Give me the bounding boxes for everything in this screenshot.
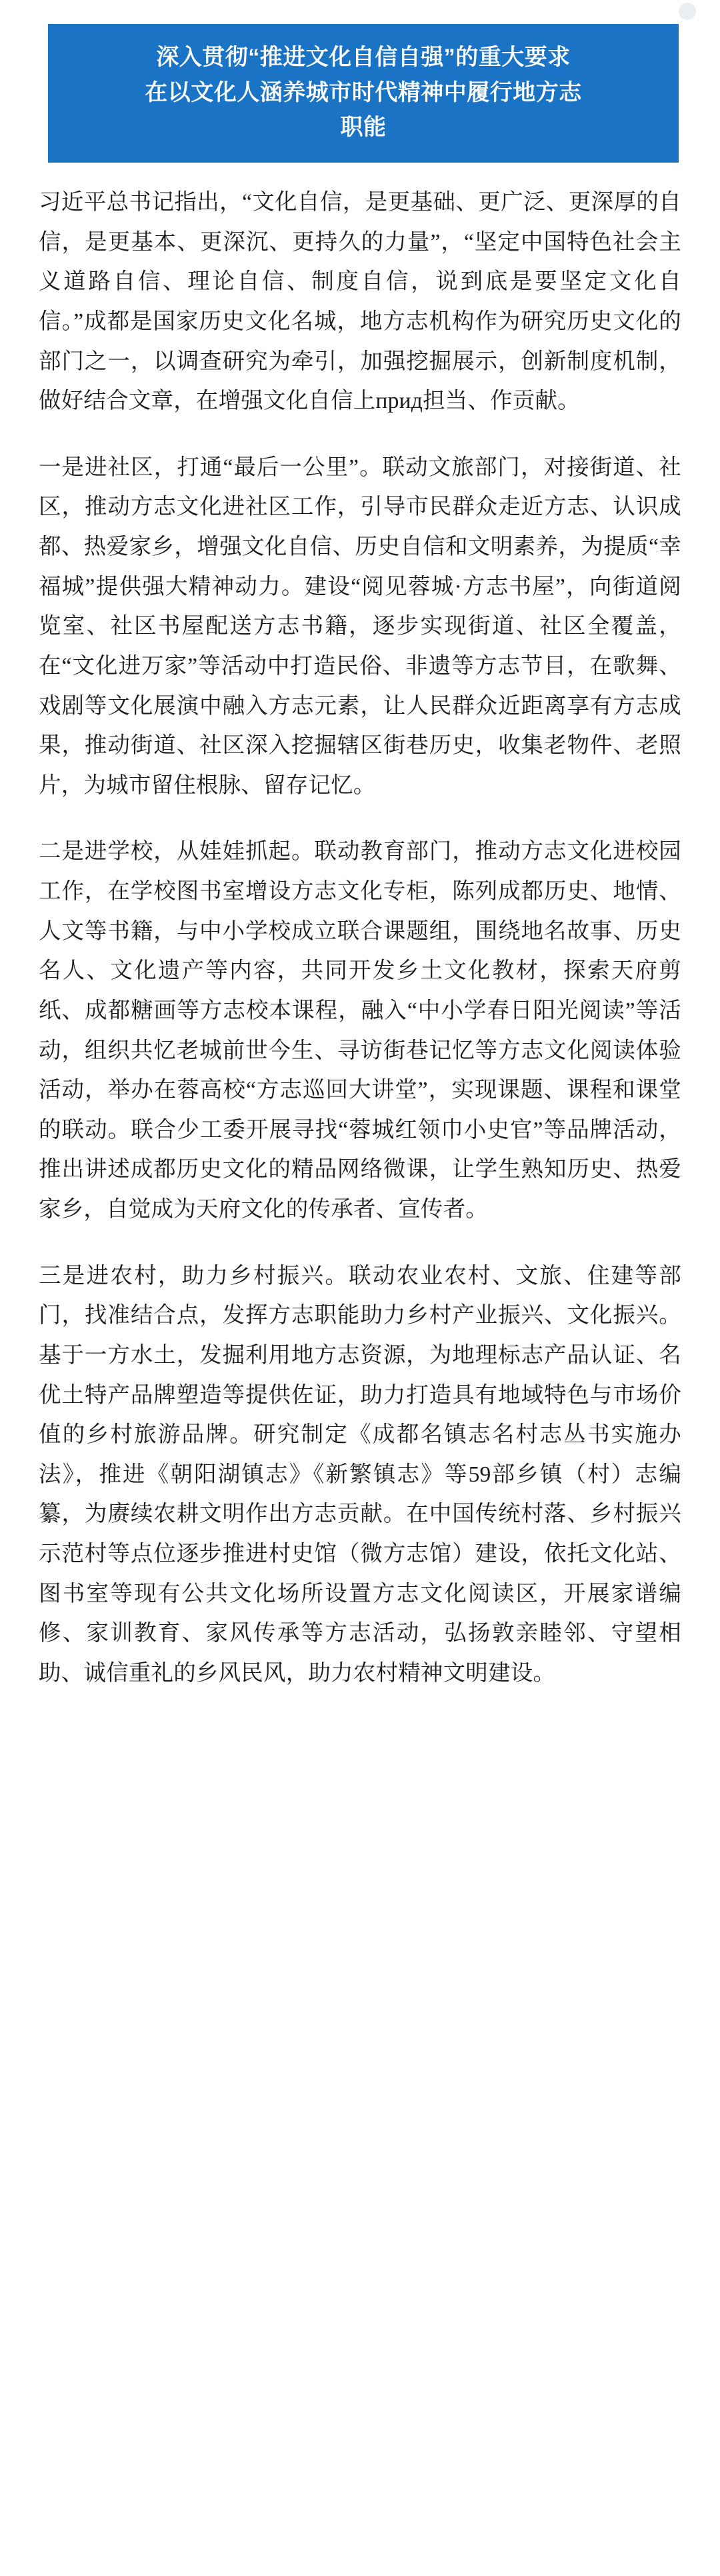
top-spacer	[0, 0, 720, 24]
document-body	[0, 163, 720, 1720]
paragraph: 习近平总书记指出，“文化自信，是更基础、更广泛、更深厚的自信，是更基本、更深沉、更持久的力量”，“坚定中国特色社会主义道路自信、理论自信、制度自信，说到底是要坚定文化自信。”成都是国家历史文化名城，地方志机构作为研究历史文化的部门之一，以调查研究为牵引，加强挖掘展示，创新制度机制，做好结合文章，在增强文化自信上прид担当、作贡献。	[39, 190, 681, 414]
page-title	[48, 24, 679, 163]
page-title-line-1: 深入贯彻“推进文化自信自强”的重大要求	[156, 45, 571, 70]
decorative-dot	[679, 3, 696, 20]
page-title-line-2: 在以文化人涵养城市时代精神中履行地方志	[145, 79, 582, 105]
paragraph: 一是进社区，打通“最后一公里”。联动文旅部门，对接街道、社区，推动方志文化进社区工作，引导市民群众走近方志、认识成都、热爱家乡，增强文化自信、历史自信和文明素养，为提质“幸福城”提供强大精神动力。建设“阅见蓉城·方志书屋”，向街道阅览室、社区书屋配送方志书籍，逐步实现街道、社区全覆盖，在“文化进万家”等活动中打造民俗、非遗等方志节目，在歌舞、戏剧等文化展演中融入方志元素，让人民群众近距离享有方志成果，推动街道、社区深入挖掘辖区街巷历史，收集老物件、老照片，为城市留住根脉、留存记忆。	[39, 455, 681, 798]
paragraph: 三是进农村，助力乡村振兴。联动农业农村、文旅、住建等部门，找准结合点，发挥方志职能助力乡村产业振兴、文化振兴。基于一方水土，发掘利用地方志资源，为地理标志产品认证、名优土特产品牌塑造等提供佐证，助力打造具有地域特色与市场价值的乡村旅游品牌。研究制定《成都名镇志名村志丛书实施办法》，推进《朝阳湖镇志》《新繁镇志》等59部乡镇（村）志编纂，为赓续农耕文明作出方志贡献。在中国传统村落、乡村振兴示范村等点位逐步推进村史馆（微方志馆）建设，依托文化站、图书室等现有公共文化场所设置方志文化阅读区，开展家谱编修、家训教育、家风传承等方志活动，弘扬敦亲睦邻、守望相助、诚信重礼的乡风民风，助力农村精神文明建设。	[39, 1263, 681, 1686]
page-title-line-3: 职能	[340, 115, 387, 141]
paragraph: 二是进学校，从娃娃抓起。联动教育部门，推动方志文化进校园工作，在学校图书室增设方志文化专柜，陈列成都历史、地情、人文等书籍，与中小学校成立联合课题组，围绕地名故事、历史名人、文化遗产等内容，共同开发乡土文化教材，探索天府剪纸、成都糖画等方志校本课程，融入“中小学春日阳光阅读”等活动，组织共忆老城前世今生、寻访街巷记忆等方志文化阅读体验活动，举办在蓉高校“方志巡回大讲堂”，实现课题、课程和课堂的联动。联合少工委开展寻找“蓉城红领巾小史官”等品牌活动，推出讲述成都历史文化的精品网络微课，让学生熟知历史、热爱家乡，自觉成为天府文化的传承者、宣传者。	[39, 839, 681, 1222]
